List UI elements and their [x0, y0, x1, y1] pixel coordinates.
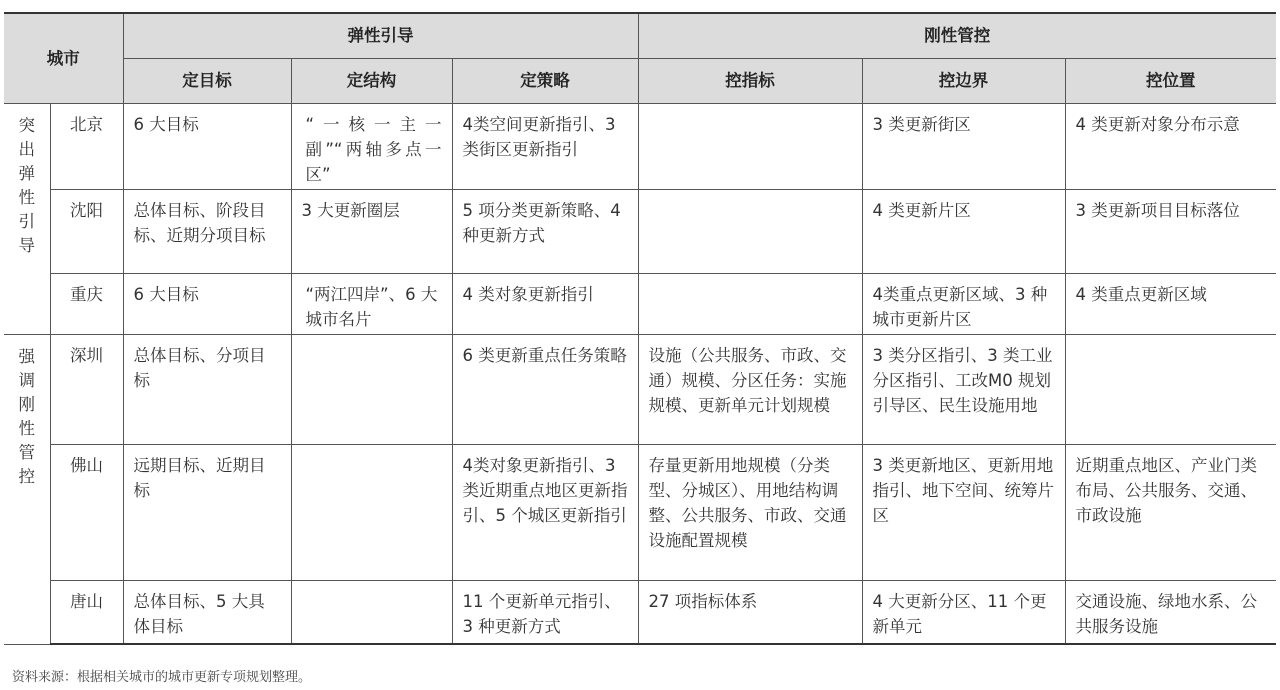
city-cell: 重庆	[50, 273, 123, 334]
table-cell: 总体目标、5 大具体目标	[123, 580, 291, 644]
header-row-2	[4, 58, 1276, 103]
header-group-rigid: 刚性管控	[638, 13, 1276, 58]
table-row	[4, 273, 1276, 334]
group-label: 强 调 刚 性 管 控	[4, 334, 50, 644]
group-label: 突 出 弹 性 引 导	[4, 103, 50, 334]
table-cell: 4 大更新分区、11 个更新单元	[862, 580, 1065, 644]
city-cell: 佛山	[50, 444, 123, 580]
header-sub: 控指标	[638, 58, 862, 103]
city-cell: 北京	[50, 103, 123, 189]
city-cell: 沈阳	[50, 189, 123, 273]
table-cell: 3 类分区指引、3 类工业分区指引、工改M0 规划引导区、民生设施用地	[862, 334, 1065, 444]
table-cell: 3 类更新地区、更新用地指引、地下空间、统筹片区	[862, 444, 1065, 580]
table-cell: 5 项分类更新策略、4 种更新方式	[452, 189, 638, 273]
table-cell: 3 大更新圈层	[291, 189, 452, 273]
table-cell	[291, 334, 452, 444]
header-sub: 定目标	[123, 58, 291, 103]
table-cell	[291, 444, 452, 580]
header-sub: 控边界	[862, 58, 1065, 103]
table-cell: 总体目标、阶段目标、近期分项目标	[123, 189, 291, 273]
table-cell: 3 类更新项目目标落位	[1065, 189, 1276, 273]
city-cell: 唐山	[50, 580, 123, 644]
table-cell	[1065, 334, 1276, 444]
table-cell: 4 类更新片区	[862, 189, 1065, 273]
table-cell: 总体目标、分项目标	[123, 334, 291, 444]
table-cell: 4类对象更新指引、3 类近期重点地区更新指引、5 个城区更新指引	[452, 444, 638, 580]
table-cell: 4 类更新对象分布示意	[1065, 103, 1276, 189]
header-sub: 定策略	[452, 58, 638, 103]
table-cell	[638, 273, 862, 334]
table-cell: 存量更新用地规模（分类型、分城区）、用地结构调整、公共服务、市政、交通设施配置规模	[638, 444, 862, 580]
table-cell: 11 个更新单元指引、3 种更新方式	[452, 580, 638, 644]
header-sub: 控位置	[1065, 58, 1276, 103]
table-cell: 交通设施、绿地水系、公共服务设施	[1065, 580, 1276, 644]
table-row	[4, 189, 1276, 273]
table-cell: 4 类重点更新区域	[1065, 273, 1276, 334]
table-row	[4, 103, 1276, 189]
table-cell	[291, 580, 452, 644]
table-cell: “两江四岸”、6 大城市名片	[291, 273, 452, 334]
table-cell: 远期目标、近期目标	[123, 444, 291, 580]
table-row	[4, 444, 1276, 580]
table-cell: “一核一主一副”“两轴多点一区”	[291, 103, 452, 189]
table-cell: 3 类更新街区	[862, 103, 1065, 189]
header-row-1	[4, 13, 1276, 58]
table-cell	[638, 189, 862, 273]
city-cell: 深圳	[50, 334, 123, 444]
table-cell: 4类重点更新区域、3 种城市更新片区	[862, 273, 1065, 334]
table-cell: 6 大目标	[123, 103, 291, 189]
comparison-table	[4, 12, 1276, 645]
table-cell	[638, 103, 862, 189]
source-note: 资料来源：根据相关城市的城市更新专项规划整理。	[12, 670, 312, 685]
table-cell: 27 项指标体系	[638, 580, 862, 644]
table-row	[4, 580, 1276, 644]
header-sub: 定结构	[291, 58, 452, 103]
header-city: 城市	[4, 13, 123, 103]
table-cell: 4类空间更新指引、3类街区更新指引	[452, 103, 638, 189]
table-cell: 设施（公共服务、市政、交通）规模、分区任务：实施规模、更新单元计划规模	[638, 334, 862, 444]
header-group-flexible: 弹性引导	[123, 13, 638, 58]
table-cell: 6 大目标	[123, 273, 291, 334]
table-cell: 6 类更新重点任务策略	[452, 334, 638, 444]
table-row	[4, 334, 1276, 444]
table-cell: 4 类对象更新指引	[452, 273, 638, 334]
table-cell: 近期重点地区、产业门类布局、公共服务、交通、市政设施	[1065, 444, 1276, 580]
